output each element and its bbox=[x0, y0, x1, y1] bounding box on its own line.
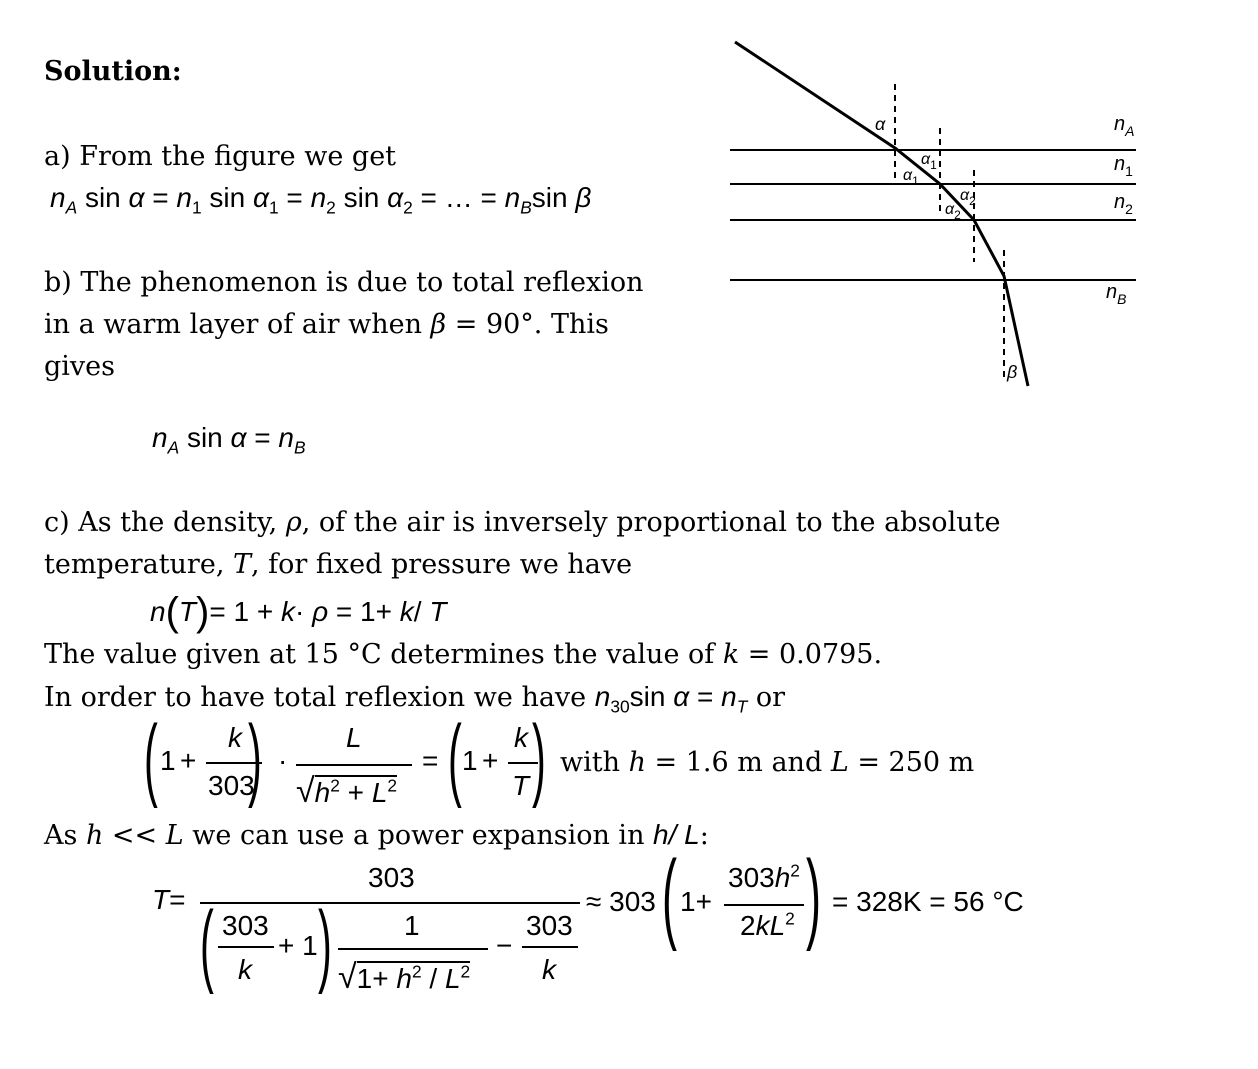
part-c-line2-pre: temperature, bbox=[44, 549, 233, 580]
eq2-tail-pre: with bbox=[560, 747, 629, 778]
eq2-tail-end: = 250 m bbox=[848, 747, 975, 778]
part-b-line2-pre: in a warm layer of air when bbox=[44, 309, 431, 340]
part-c-line5-eq: h/ L bbox=[653, 819, 700, 850]
eq2-sqrt: $√h^2 + L^2$ bbox=[296, 772, 398, 810]
label-alpha1-bottom: $\alpha_1$ bbox=[903, 167, 919, 188]
part-c-line5-mid: << bbox=[103, 820, 166, 851]
eq3-lhs: T= bbox=[152, 884, 186, 915]
label-nA: $n_A$ bbox=[1114, 113, 1135, 139]
part-c-line4-eq: $n_{30}\sin$ $\alpha = n_T$ bbox=[594, 681, 748, 717]
part-c-line2-post: , for fixed pressure we have bbox=[251, 549, 633, 580]
part-c-line5-post: we can use a power expansion in bbox=[183, 820, 654, 851]
part-c-eq1: n(T)= 1 + k· ρ = 1+ k/ T bbox=[150, 590, 447, 634]
part-a-intro: a) From the figure we get bbox=[44, 141, 397, 172]
part-b-line1: b) The phenomenon is due to total reflexion bbox=[44, 267, 644, 298]
part-c-line3-pre: The value given at 15 °C determines the value of bbox=[44, 639, 723, 670]
part-c-line5-colon: : bbox=[699, 820, 709, 851]
part-a-equation: $n_A$ $\sin \alpha = n_1$ $\sin \alpha_1 = n_2$ $\sin \alpha_2$ = … = $n_B\sin$ β bbox=[50, 182, 592, 218]
eq3-plus1: + 1 bbox=[278, 930, 318, 961]
rho-symbol: ρ bbox=[285, 507, 302, 538]
eq2-plus: + bbox=[180, 745, 197, 776]
eq2-tail-mid: = 1.6 m and bbox=[645, 747, 831, 778]
part-c-line1-pre: c) As the density, bbox=[44, 507, 286, 538]
part-c-line1-post: , of the air is inversely proportional to the absolute bbox=[301, 507, 1001, 538]
h-symbol: h bbox=[628, 747, 646, 778]
eq3-result: = 328K = 56 °C bbox=[832, 886, 1024, 917]
eq3-a303: 303 bbox=[222, 910, 269, 941]
l-symbol-2: L bbox=[165, 820, 184, 851]
label-nB: $n_B$ bbox=[1106, 281, 1127, 307]
h-symbol-2: h bbox=[85, 820, 104, 851]
part-b-line3: gives bbox=[44, 351, 116, 382]
eq2-one: 1 bbox=[160, 745, 176, 776]
eq3-c-num: $303h^2$ bbox=[728, 860, 800, 893]
eq3-bk: k bbox=[542, 954, 556, 985]
eq2-T: T bbox=[512, 770, 530, 801]
part-c-line3-post: = 0.0795. bbox=[739, 639, 883, 670]
eq3-inner1: 1+ bbox=[680, 886, 712, 917]
t-symbol: T bbox=[233, 549, 252, 580]
part-b-equation: $n_A$ $\sin \alpha = n_B$ bbox=[152, 422, 306, 458]
heading: Solution: bbox=[44, 56, 182, 87]
eq3-b303: 303 bbox=[526, 910, 573, 941]
part-c-line4-pre: In order to have total reflexion we have bbox=[44, 682, 595, 713]
label-alpha2-bottom: $\alpha_2$ bbox=[945, 201, 961, 222]
beta-symbol: β bbox=[430, 309, 447, 340]
light-ray bbox=[735, 42, 1028, 386]
label-n1: $n_1$ bbox=[1114, 153, 1133, 179]
k-symbol: k bbox=[722, 639, 740, 670]
l-symbol: L bbox=[830, 747, 849, 778]
eq2-kT-k: k bbox=[514, 722, 528, 753]
eq3-minus: − bbox=[496, 930, 513, 961]
part-c-line5-pre: As bbox=[44, 820, 86, 851]
eq2-303: 303 bbox=[208, 770, 255, 801]
eq2-equals: = bbox=[422, 745, 439, 776]
label-alpha1-top: $\alpha_1$ bbox=[921, 151, 937, 172]
label-alpha: α bbox=[875, 114, 886, 134]
part-c-line4-post: or bbox=[755, 682, 786, 713]
label-n2: $n_2$ bbox=[1114, 191, 1133, 217]
part-b-line2-post: = 90°. This bbox=[446, 309, 609, 340]
eq3-one: 1 bbox=[404, 910, 420, 941]
eq2-k: k bbox=[228, 722, 242, 753]
eq3-c-den: $2kL^2$ bbox=[740, 908, 795, 941]
eq2-L: L bbox=[346, 722, 362, 753]
label-alpha2-top: $\alpha_2$ bbox=[960, 187, 976, 208]
label-beta: β bbox=[1007, 362, 1018, 382]
eq3-ak: k bbox=[238, 954, 252, 985]
eq3-approx: ≈ 303 bbox=[586, 886, 656, 917]
eq3-num: 303 bbox=[368, 862, 415, 893]
eq3-sqrt: $√1+ h^2 / L^2$ bbox=[338, 958, 471, 996]
